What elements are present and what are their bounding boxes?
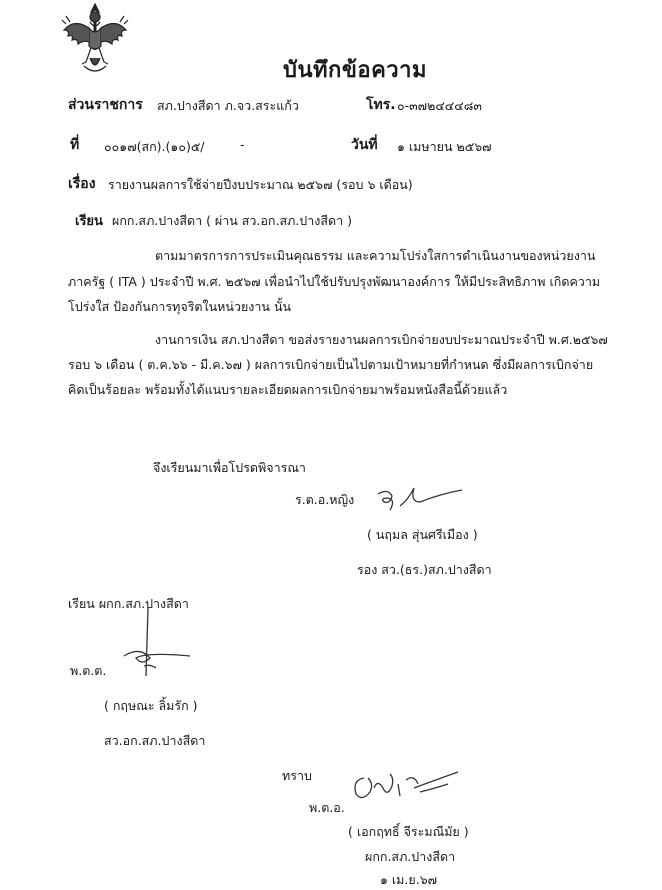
phone-value: ๐-๓๗๒๔๔๔๘๓ xyxy=(397,98,482,113)
document-title: บันทึกข้อความ xyxy=(283,58,428,83)
section-value: สภ.ปางสีดา ภ.จว.สระแก้ว xyxy=(157,98,299,113)
garuda-emblem-icon xyxy=(60,0,130,78)
signer3-name: ( เอกฤทธิ์ จีระมณีมัย ) xyxy=(348,824,469,839)
number-label: ที่ xyxy=(70,137,80,153)
signature-1-icon xyxy=(370,480,470,520)
signer1-rank: ร.ต.อ.หญิง xyxy=(295,492,355,507)
section-label: ส่วนราชการ xyxy=(68,97,143,113)
signer2-position: สว.อก.สภ.ปางสีดา xyxy=(104,733,206,748)
phone-label: โทร. xyxy=(366,97,396,113)
subject-value: รายงานผลการใช้จ่ายปีงบประมาณ ๒๕๖๗ (รอบ ๖ เดือน) xyxy=(108,177,413,192)
para2-line2: รอบ ๖ เดือน ( ต.ค.๖๖ - มี.ค.๖๗ ) ผลการเบิกจ่ายเป็นไปตามเป้าหมายที่กำหนด ซึ่งมีผลการเบิกจ่าย xyxy=(68,357,594,372)
date-value: ๑ เมษายน ๒๕๖๗ xyxy=(397,139,492,154)
signer2-name: ( กฤษณะ ลิ้มรัก ) xyxy=(104,698,198,713)
signer2-to: เรียน ผกก.สภ.ปางสีดา xyxy=(68,596,189,611)
signature-3-icon xyxy=(344,764,464,814)
number-value: ๐๐๑๗(สก).(๑๐)๕/ xyxy=(104,139,205,154)
number-dash: - xyxy=(240,137,245,152)
signer3-rank: พ.ต.อ. xyxy=(309,800,345,815)
para1-line1: ตามมาตรการการประเมินคุณธรรม และความโปร่งใสการดำเนินงานของหน่วยงาน xyxy=(155,248,596,263)
ack-text: ทราบ xyxy=(282,768,312,783)
para2-line3: คิดเป็นร้อยละ พร้อมทั้งได้แนบรายละเอียดผลการเบิกจ่ายมาพร้อมหนังสือนี้ด้วยแล้ว xyxy=(68,382,508,397)
para2-line1: งานการเงิน สภ.ปางสีดา ขอส่งรายงานผลการเบิกจ่ายงบประมาณประจำปี พ.ศ.๒๕๖๗ xyxy=(155,332,608,347)
para1-line3: โปร่งใส ป้องกันการทุจริตในหน่วยงาน นั้น xyxy=(68,299,292,314)
signature-2-icon xyxy=(120,606,195,686)
para1-line2: ภาครัฐ ( ITA ) ประจำปี พ.ศ. ๒๕๖๗ เพื่อนำไปใช้ปรับปรุงพัฒนาองค์การ ให้มีประสิทธิภาพ เกิดความ xyxy=(68,274,601,289)
signer1-position: รอง สว.(ธร.)สภ.ปางสีดา xyxy=(357,562,492,577)
subject-label: เรื่อง xyxy=(68,176,96,192)
signer3-position: ผกก.สภ.ปางสีดา xyxy=(365,849,456,864)
signer1-name: ( นฤมล สุ่นศรีเมือง ) xyxy=(367,527,478,542)
signer3-date: ๑ เม.ย.๖๗ xyxy=(380,872,438,887)
to-value: ผกก.สภ.ปางสีดา ( ผ่าน สว.อก.สภ.ปางสีดา ) xyxy=(112,213,352,228)
date-label: วันที่ xyxy=(351,137,378,153)
closing-line: จึงเรียนมาเพื่อโปรดพิจารณา xyxy=(153,460,306,475)
to-label: เรียน xyxy=(75,214,103,229)
signer2-rank: พ.ต.ต. xyxy=(70,663,107,678)
